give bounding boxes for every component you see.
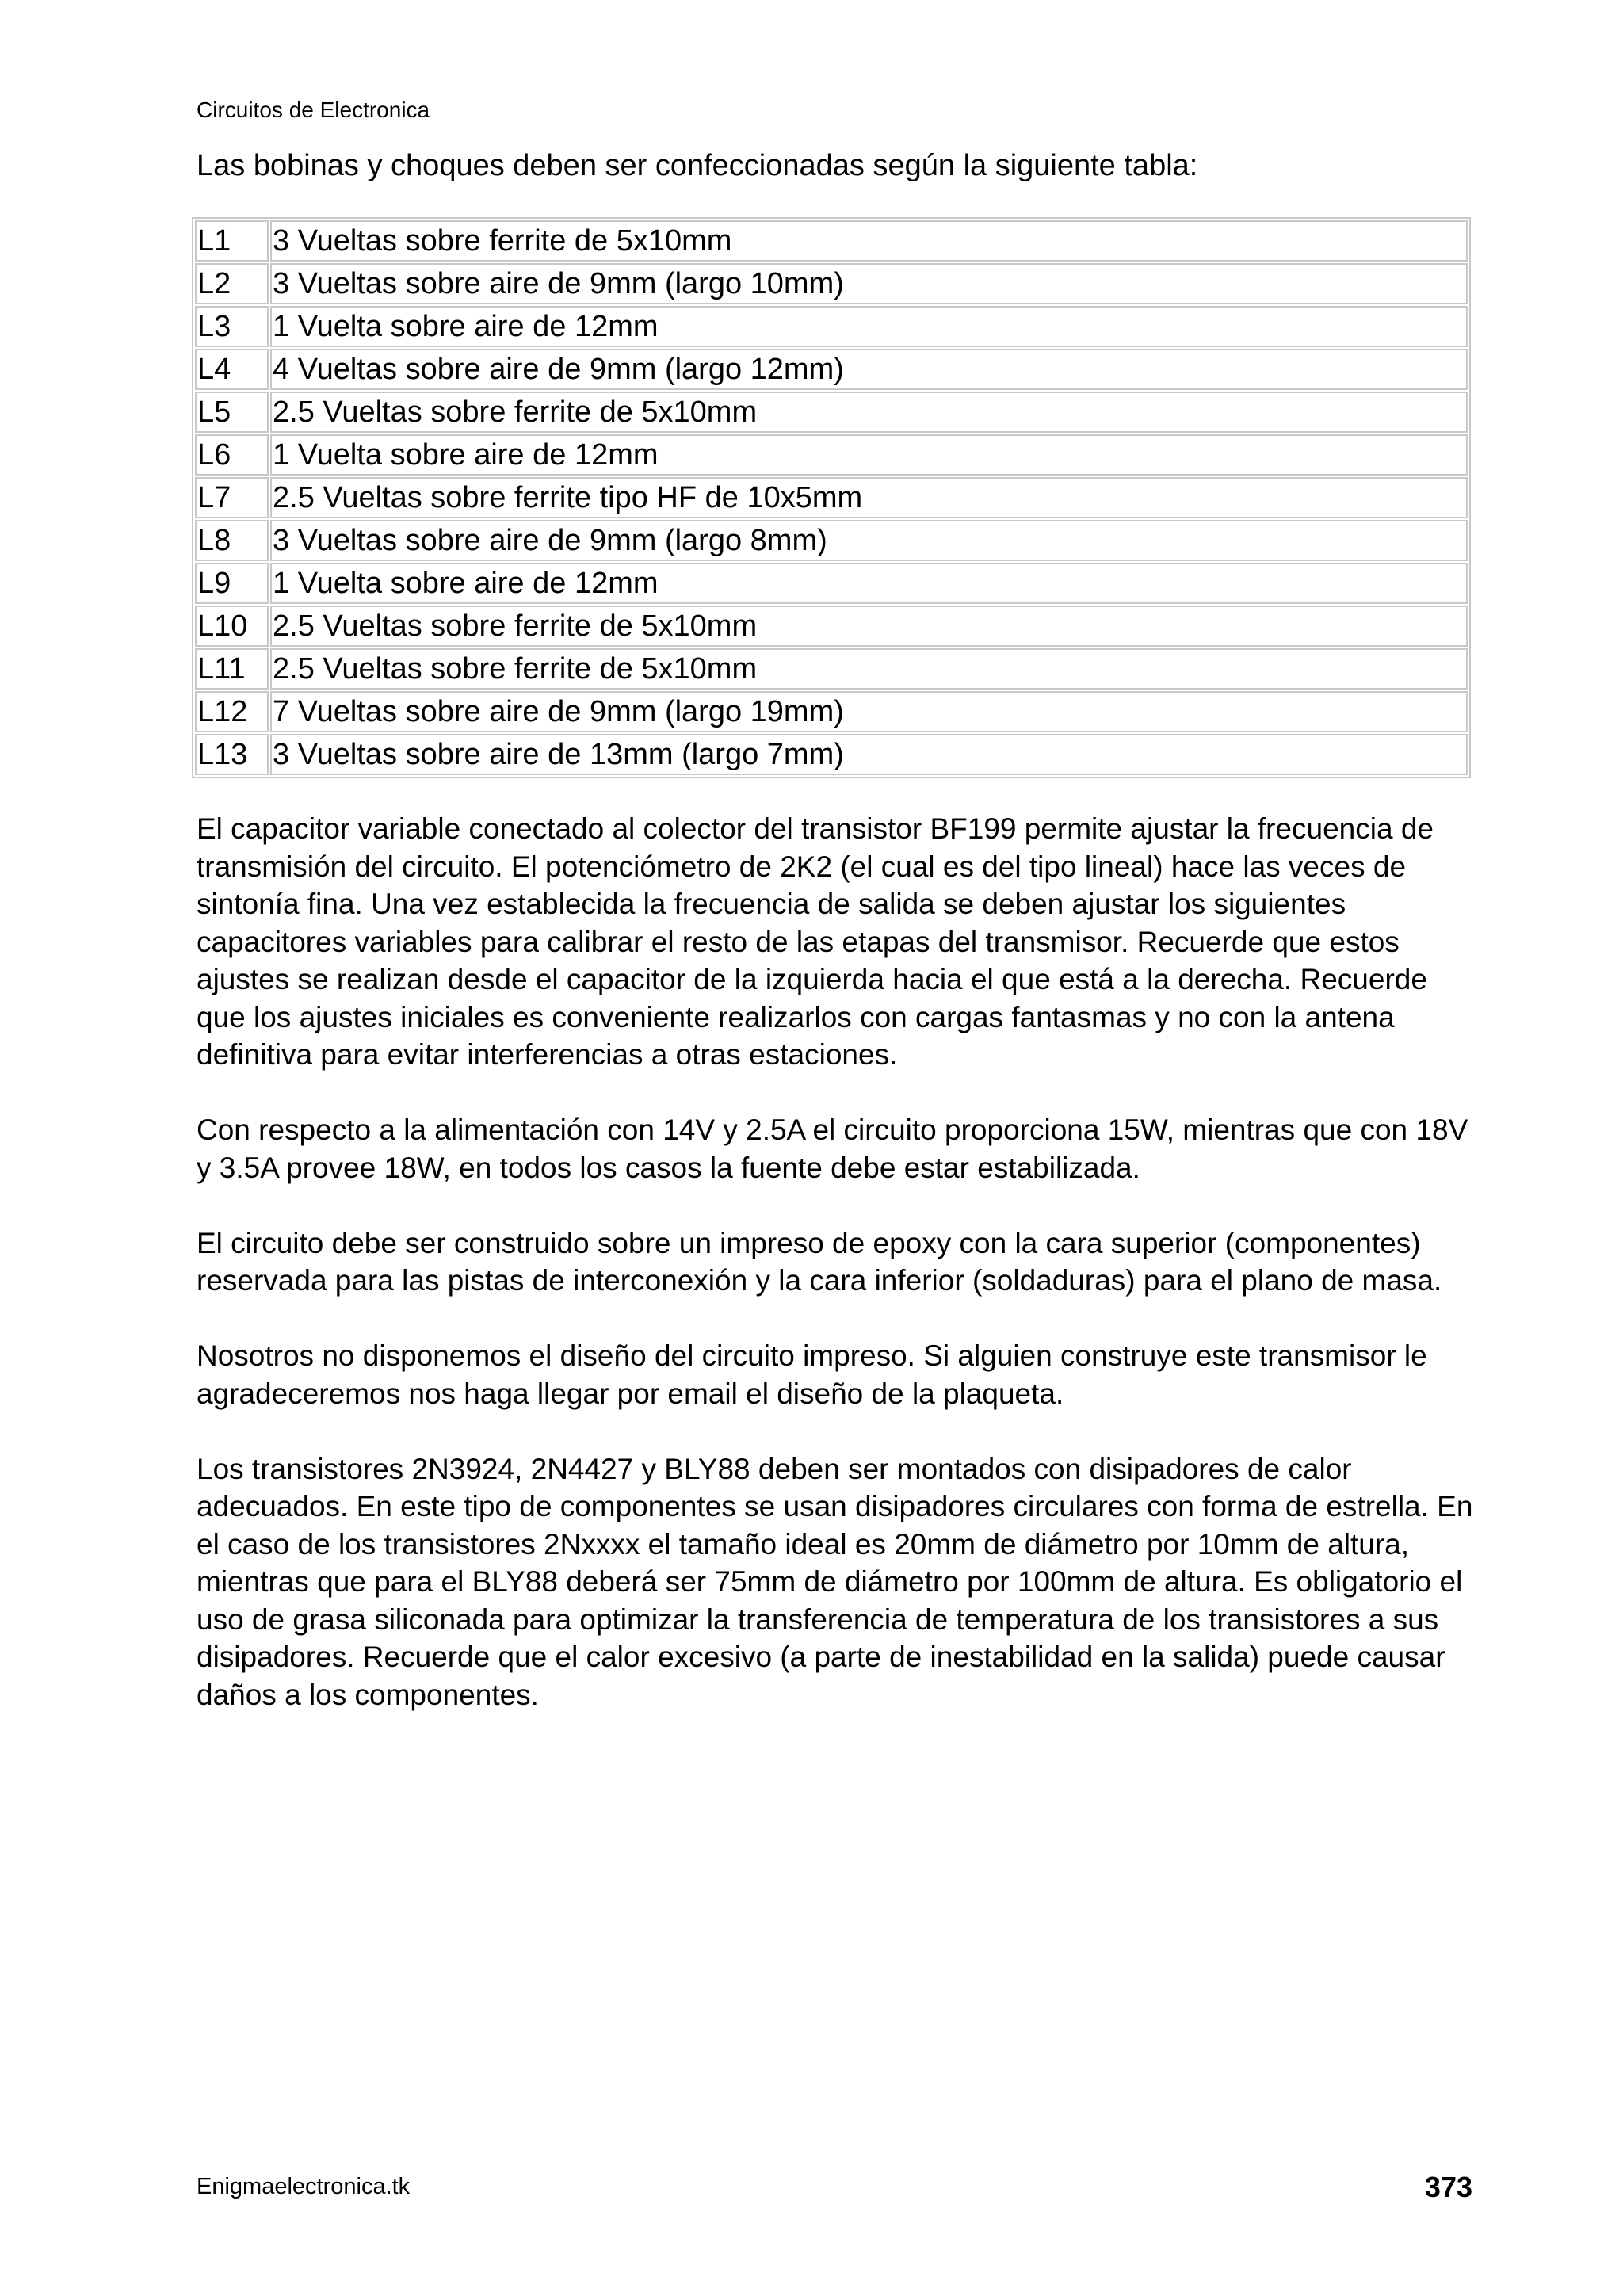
coil-desc-cell: 2.5 Vueltas sobre ferrite tipo HF de 10x5mm: [270, 477, 1468, 518]
page-content: [197, 146, 1476, 1752]
paragraph-power-supply: Con respecto a la alimentación con 14V y 2.5A el circuito proporciona 15W, mientras que con 18V y 3.5A provee 18W, en todos los casos la fuente debe estar estabilizada.: [197, 1114, 1468, 1184]
page-header-title: Circuitos de Electronica: [197, 97, 430, 122]
coil-desc-cell: 3 Vueltas sobre aire de 9mm (largo 10mm): [270, 263, 1468, 304]
paragraph-pcb-construction: El circuito debe ser construido sobre un impreso de epoxy con la cara superior (componentes) reservada para las pistas de interconexión y la cara inferior (soldaduras) para el plano de masa.: [197, 1226, 1442, 1297]
coil-id-cell: L7: [195, 477, 269, 518]
coil-table: [192, 217, 1471, 778]
table-row: [195, 349, 1468, 390]
page-number: 373: [1424, 2171, 1472, 2203]
table-row: [195, 220, 1468, 262]
coil-desc-cell: 1 Vuelta sobre aire de 12mm: [270, 306, 1468, 347]
paragraph-pcb-design: Nosotros no disponemos el diseño del circuito impreso. Si alguien construye este transmisor le agradeceremos nos haga llegar por email el diseño de la plaqueta.: [197, 1339, 1427, 1410]
coil-id-cell: L13: [195, 734, 269, 775]
coil-desc-cell: 1 Vuelta sobre aire de 12mm: [270, 563, 1468, 604]
coil-id-cell: L6: [195, 434, 269, 476]
table-row: [195, 691, 1468, 732]
table-row: [195, 392, 1468, 433]
coil-desc-cell: 7 Vueltas sobre aire de 9mm (largo 19mm): [270, 691, 1468, 732]
coil-id-cell: L1: [195, 220, 269, 262]
coil-id-cell: L11: [195, 648, 269, 690]
footer-site: Enigmaelectronica.tk: [197, 2174, 411, 2199]
coil-id-cell: L8: [195, 520, 269, 561]
table-row: [195, 520, 1468, 561]
coil-id-cell: L9: [195, 563, 269, 604]
coil-id-cell: L3: [195, 306, 269, 347]
coil-id-cell: L4: [195, 349, 269, 390]
coil-desc-cell: 4 Vueltas sobre aire de 9mm (largo 12mm): [270, 349, 1468, 390]
table-row: [195, 734, 1468, 775]
coil-desc-cell: 3 Vueltas sobre aire de 13mm (largo 7mm): [270, 734, 1468, 775]
table-row: [195, 648, 1468, 690]
table-row: [195, 606, 1468, 647]
body-paragraphs: [197, 810, 1476, 1713]
coil-id-cell: L5: [195, 392, 269, 433]
table-row: [195, 306, 1468, 347]
coil-id-cell: L12: [195, 691, 269, 732]
coil-desc-cell: 2.5 Vueltas sobre ferrite de 5x10mm: [270, 392, 1468, 433]
coil-desc-cell: 1 Vuelta sobre aire de 12mm: [270, 434, 1468, 476]
intro-text: Las bobinas y choques deben ser confeccionadas según la siguiente tabla:: [197, 149, 1198, 182]
table-row: [195, 263, 1468, 304]
table-row: [195, 477, 1468, 518]
coil-id-cell: L2: [195, 263, 269, 304]
paragraph-tuning: El capacitor variable conectado al colector del transistor BF199 permite ajustar la frecuencia de transmisión del circuito. El potenciómetro de 2K2 (el cual es del tipo lineal) hace las veces de sintonía fina. Una vez establecida la frecuencia de salida se deben ajustar los siguientes capacitores variables para calibrar el resto de las etapas del transmisor. Recuerde que estos ajustes se realizan desde el capacitor de la izquierda hacia el que está a la derecha. Recuerde que los ajustes iniciales es conveniente realizarlos con cargas fantasmas y no con la antena definitiva para evitar interferencias a otras estaciones.: [197, 812, 1434, 1071]
coil-desc-cell: 3 Vueltas sobre aire de 9mm (largo 8mm): [270, 520, 1468, 561]
coil-desc-cell: 3 Vueltas sobre ferrite de 5x10mm: [270, 220, 1468, 262]
table-row: [195, 434, 1468, 476]
coil-id-cell: L10: [195, 606, 269, 647]
table-row: [195, 563, 1468, 604]
coil-desc-cell: 2.5 Vueltas sobre ferrite de 5x10mm: [270, 606, 1468, 647]
coil-desc-cell: 2.5 Vueltas sobre ferrite de 5x10mm: [270, 648, 1468, 690]
paragraph-heatsinks: Los transistores 2N3924, 2N4427 y BLY88 deben ser montados con disipadores de calor adecuados. En este tipo de componentes se usan disipadores circulares con forma de estrella. En el caso de los transistores 2Nxxxx el tamaño ideal es 20mm de diámetro por 10mm de altura, mientras que para el BLY88 deberá ser 75mm de diámetro por 100mm de altura. Es obligatorio el uso de grasa siliconada para optimizar la transferencia de temperatura de los transistores a sus disipadores. Recuerde que el calor excesivo (a parte de inestabilidad en la salida) puede causar daños a los componentes.: [197, 1452, 1473, 1711]
